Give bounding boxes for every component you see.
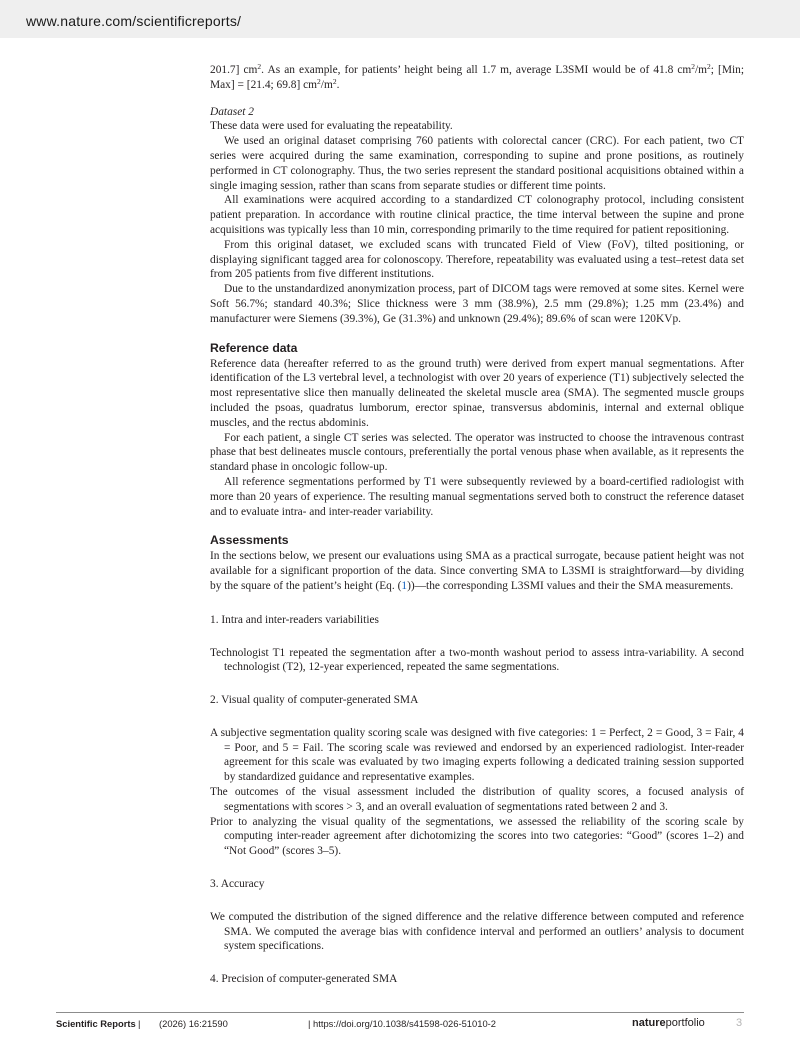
page-footer [56,1018,744,1034]
list-item-paragraph: Prior to analyzing the visual quality of the segmentations, we assessed the reliability of the scoring scale by computing inter-reader agreement after dichotomizing the scores into two categories: “Good” (scores 1–2) and “Not Good” (scores 3–5). [210,815,744,858]
list-item-paragraph: We computed the distribution of the signed difference and the relative difference between computed and reference SMA. We computed the average bias with confidence interval and performed an outliers’ analysis to document system specifications. [210,910,744,953]
site-url-link[interactable]: www.nature.com/scientificreports/ [26,13,242,29]
doi-link[interactable]: | https://doi.org/10.1038/s41598-026-51010-2 [308,1018,496,1029]
list-item-paragraph: A subjective segmentation quality scoring scale was designed with five categories: 1 = Perfect, 2 = Good, 3 = Fair, 4 = Poor, and 5 = Fail. The scoring scale was reviewed and endorsed by an experienced radiologist. Inter-reader agreement for this scale was evaluated by two imaging experts following a dedicated training session supported by standardized guidance and representative examples. [210,726,744,784]
publisher-logo: natureportfolio [632,1017,705,1029]
site-header [0,0,800,38]
assessments-paragraph: In the sections below, we present our evaluations using SMA as a practical surrogate, because patient height was not available for a significant proportion of the data. Since converting SMA to L3SMI is straightforward—by dividing by the square of the patient’s height (Eq. (1))—the corresponding L3SMI values and their the SMA measurements. [210,550,744,592]
list-item-heading: 4. Precision of computer-generated SMA [210,973,398,986]
list-item-paragraph: Technologist T1 repeated the segmentation after a two-month washout period to assess intra-variability. A second technologist (T2), 12-year experienced, repeated the same segmentations. [210,646,744,674]
dataset2-paragraph: All examinations were acquired according to a standardized CT colonography protocol, including consistent patient preparation. In accordance with routine clinical practice, the time interval between the supine and prone acquisitions was typically less than 10 min, corresponding primarily to the time required for patient repositioning. [210,194,744,236]
dataset2-paragraph: Due to the unstandardized anonymization process, part of DICOM tags were removed at some sites. Kernel were Soft 56.7%; standard 40.3%; Slice thickness were 3 mm (38.9%), 2.5 mm (29.8%); 1.25 mm (23.4%) and manufacturer were Siemens (39.3%), Ge (31.3%) and unknown (29.4%); 89.6% of scan were 120KVp. [210,283,744,325]
volume-info: (2026) 16:21590 [159,1018,228,1029]
footer-separator: | [138,1018,141,1029]
dataset2-paragraph: We used an original dataset comprising 760 patients with colorectal cancer (CRC). For each patient, two CT series were acquired during the same examination, corresponding to supine and prone positions, as routinely performed in CT colonography. Thus, the two series represent the standard positional acquisitions obtained within a single imaging session, rather than scans from separate studies or different time points. [210,135,744,192]
dataset2-paragraph: These data were used for evaluating the repeatability. [210,120,453,133]
paragraph-continuation: 201.7] $cm^2$. As an example, for patients’ height being all 1.7 m, average L3SMI would be of 41.8 $cm^2/m^2$; [Min; Max] = [21.4; 69.8] $cm^2/m^2$. [210,62,744,91]
assessments-heading: Assessments [210,533,289,548]
reference-data-heading: Reference data [210,340,298,355]
article-body [210,63,744,987]
list-item-heading: 3. Accuracy [210,878,265,891]
reference-paragraph: For each patient, a single CT series was selected. The operator was instructed to choose the intravenous contrast phase that best delineates muscle contours, preferentially the portal venous phase when available, as it represents the standard phase in oncologic follow-up. [210,431,744,474]
footer-divider [56,1012,744,1013]
dataset2-paragraph: From this original dataset, we excluded scans with truncated Field of View (FoV), tilted positioning, or displaying significant tagged area for colonoscopy. Therefore, repeatability was evaluated using a test–retest data set from 205 patients from five different institutions. [210,238,744,281]
list-item-paragraph: The outcomes of the visual assessment included the distribution of quality scores, a focused analysis of segmentations with scores > 3, and an overall evaluation of segmentations rated between 2 and 3. [210,786,744,813]
reference-paragraph: Reference data (hereafter referred to as the ground truth) were derived from expert manual segmentations. After identification of the L3 vertebral level, a technologist with over 20 years of experience (T1) subjectively selected the most representative slice then manually delineated the skeletal muscle area (SMA). The segmented muscle groups included the psoas, quadratus lumborum, erector spinae, transversus abdominis, internal and external oblique muscles, and the rectus abdominis. [210,357,744,429]
equation-link[interactable]: 1 [401,579,408,592]
list-item-heading: 1. Intra and inter-readers variabilities [210,613,379,626]
reference-paragraph: All reference segmentations performed by T1 were subsequently reviewed by a board-certified radiologist with more than 20 years of experience. The resulting manual segmentations served both to construct the reference dataset and to evaluate intra- and inter-reader variability. [210,475,744,518]
page-number: 3 [736,1017,743,1029]
dataset2-title: Dataset 2 [210,105,254,118]
list-item-heading: 2. Visual quality of computer-generated SMA [210,694,419,707]
journal-name: Scientific Reports [56,1018,136,1029]
